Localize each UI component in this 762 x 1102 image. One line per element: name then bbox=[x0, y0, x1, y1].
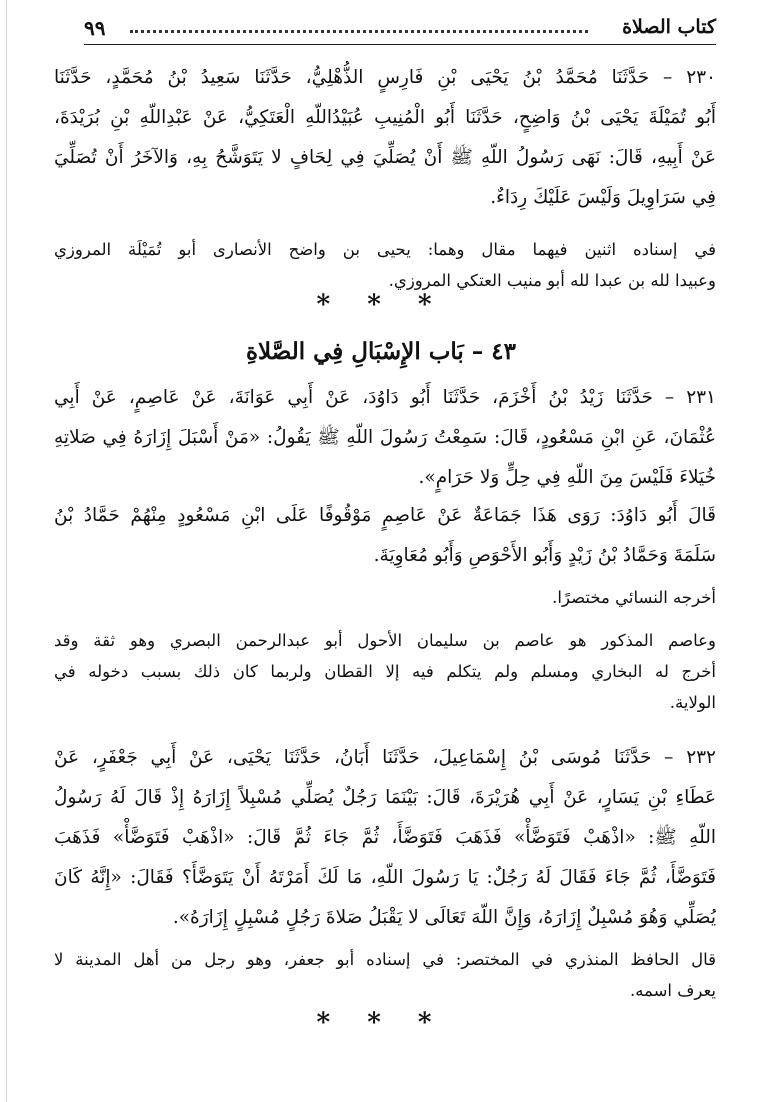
note-line: وعبيدا لله بن عبدا لله أبو منيب العتكي المروزي. bbox=[388, 271, 716, 290]
hadith-232 bbox=[54, 738, 716, 938]
header-title: كتاب الصلاة bbox=[622, 16, 716, 38]
hadith-line: فِي سَرَاوِيلَ وَلَيْسَ عَلَيْكَ رِدَاءٌ. bbox=[490, 187, 716, 208]
note-231 bbox=[54, 582, 716, 718]
hadith-line: عُثْمَانَ، عَنِ ابْنِ مَسْعُودٍ، قَالَ: سَمِعْتُ رَسُولَ اللّهِ ﷺ يَقُولُ: «مَنْ أَسْبَلَ إِزَارَهُ فِي صَلاتِهِ bbox=[54, 427, 716, 448]
page-edge-line bbox=[6, 0, 7, 1102]
note-line: الولاية. bbox=[669, 693, 716, 712]
hadith-line: ٢٣١ – حَدَّثَنَا زَيْدُ بْنُ أَخْزَمَ، حَدَّثَنَا أَبُو دَاوُدَ، عَنْ أَبِي عَوَانَةَ، عَنْ عَاصِمٍ، عَنْ أَبِي bbox=[54, 387, 716, 408]
chapter-heading: ٤٣ – بَاب الإِسْبَالِ فِي الصَّلاةِ bbox=[245, 338, 517, 365]
hadith-line: خُيَلاءَ فَلَيْسَ مِنَ اللّهِ فِي حِلٍّ وَلا حَرَامٍ». bbox=[418, 467, 716, 488]
hadith-230 bbox=[54, 58, 716, 218]
hadith-line: ٢٣٠ – حَدَّثَنَا مُحَمَّدُ بْنُ يَحْيَى بْنِ فَارِسٍ الذُّهْلِيُّ، حَدَّثَنَا سَعِيدُ بْنُ مُحَمَّدٍ، حَدَّثَنَا bbox=[54, 67, 716, 88]
page-number: ٩٩ bbox=[84, 16, 106, 40]
comment-line: قَالَ أَبُو دَاوُدَ: رَوَى هَذَا جَمَاعَةٌ عَنْ عَاصِمٍ مَوْقُوفًا عَلَى ابْنِ مَسْعُودٍ مِنْهُمْ حَمَّادُ بْنُ bbox=[54, 505, 716, 526]
hadith-line: يُصَلِّي وَهُوَ مُسْبِلٌ إِزَارَهُ، وَإِنَّ اللّهَ تَعَالَى لا يَقْبَلُ صَلاةَ رَجُلٍ مُسْبِلٍ إِزَارَهُ». bbox=[172, 907, 716, 928]
comment-line: سَلَمَةَ وَحَمَّادُ بْنُ زَيْدٍ وَأَبُو الأَحْوَصِ وَأَبُو مُعَاوِيَةَ. bbox=[373, 545, 716, 566]
header-dot-leader bbox=[130, 30, 588, 33]
note-232 bbox=[54, 944, 716, 1006]
note-line: يعرف اسمه. bbox=[629, 981, 716, 1000]
note-line: أخرجه النسائي مختصرًا. bbox=[552, 588, 716, 607]
section-separator: * * * bbox=[316, 290, 446, 320]
running-header bbox=[84, 14, 716, 45]
hadith-line: عَطَاءِ بْنِ يَسَارٍ، عَنْ أَبِي هُرَيْرَةَ، قَالَ: بَيْنَمَا رَجُلٌ يُصَلِّي مُسْبِلاً إِزَارَهُ إِذْ قَالَ لَهُ رَسُولُ bbox=[54, 787, 716, 808]
hadith-231 bbox=[54, 378, 716, 498]
hadith-line: ٢٣٢ – حَدَّثَنَا مُوسَى بْنُ إِسْمَاعِيلَ، حَدَّثَنَا أَبَانُ، حَدَّثَنَا يَحْيَى، عَنْ أَبِي جَعْفَرٍ، عَنْ bbox=[54, 747, 716, 768]
section-separator: * * * bbox=[316, 1008, 446, 1038]
hadith-line: اللّهِ ﷺ: «اذْهَبْ فَتَوَضَّأْ» فَذَهَبَ فَتَوَضَّأَ، ثُمَّ جَاءَ ثُمَّ قَالَ: «اذْهَبْ فَتَوَضَّأْ» فَذَهَبَ bbox=[54, 827, 716, 848]
abu-dawud-comment bbox=[54, 496, 716, 576]
hadith-line: أَبُو تُمَيْلَةَ يَحْيَى بْنُ وَاضِحٍ، حَدَّثَنَا أَبُو الْمُنِيبِ عُبَيْدُاللّهِ الْعَتَكِيُّ، عَنْ عَبْدِاللّهِ بْنِ بُرَيْدَةَ، bbox=[54, 107, 716, 128]
note-230 bbox=[54, 234, 716, 296]
note-line: أخرج له البخاري ومسلم ولم يتكلم فيه إلا القطان ولربما كان ذلك بسبب دخوله في bbox=[54, 662, 716, 681]
hadith-line: فَتَوَضَّأَ، ثُمَّ جَاءَ فَقَالَ لَهُ رَجُلٌ: يَا رَسُولَ اللّهِ، مَا لَكَ أَمَرْتَهُ أَنْ يَتَوَضَّأَ؟ فَقَالَ: «إِنَّهُ كَانَ bbox=[54, 867, 716, 888]
note-line: قال الحافظ المنذري في المختصر: في إسناده أبو جعفر، وهو رجل من أهل المدينة لا bbox=[54, 950, 716, 969]
hadith-line: عَنْ أَبِيهِ، قَالَ: نَهَى رَسُولُ اللّهِ ﷺ أَنْ يُصَلِّيَ فِي لِحَافٍ لا يَتَوَشَّحُ بِهِ، وَالآخَرُ أَنْ تُصَلِّيَ bbox=[54, 147, 716, 168]
note-line: في إسناده اثنين فيهما مقال وهما: يحيى بن واضح الأنصارى أبو تُمَيْلَة المروزي bbox=[54, 240, 716, 259]
note-line: وعاصم المذكور هو عاصم بن سليمان الأحول أبو عبدالرحمن البصري وهو ثقة وقد bbox=[54, 631, 716, 650]
